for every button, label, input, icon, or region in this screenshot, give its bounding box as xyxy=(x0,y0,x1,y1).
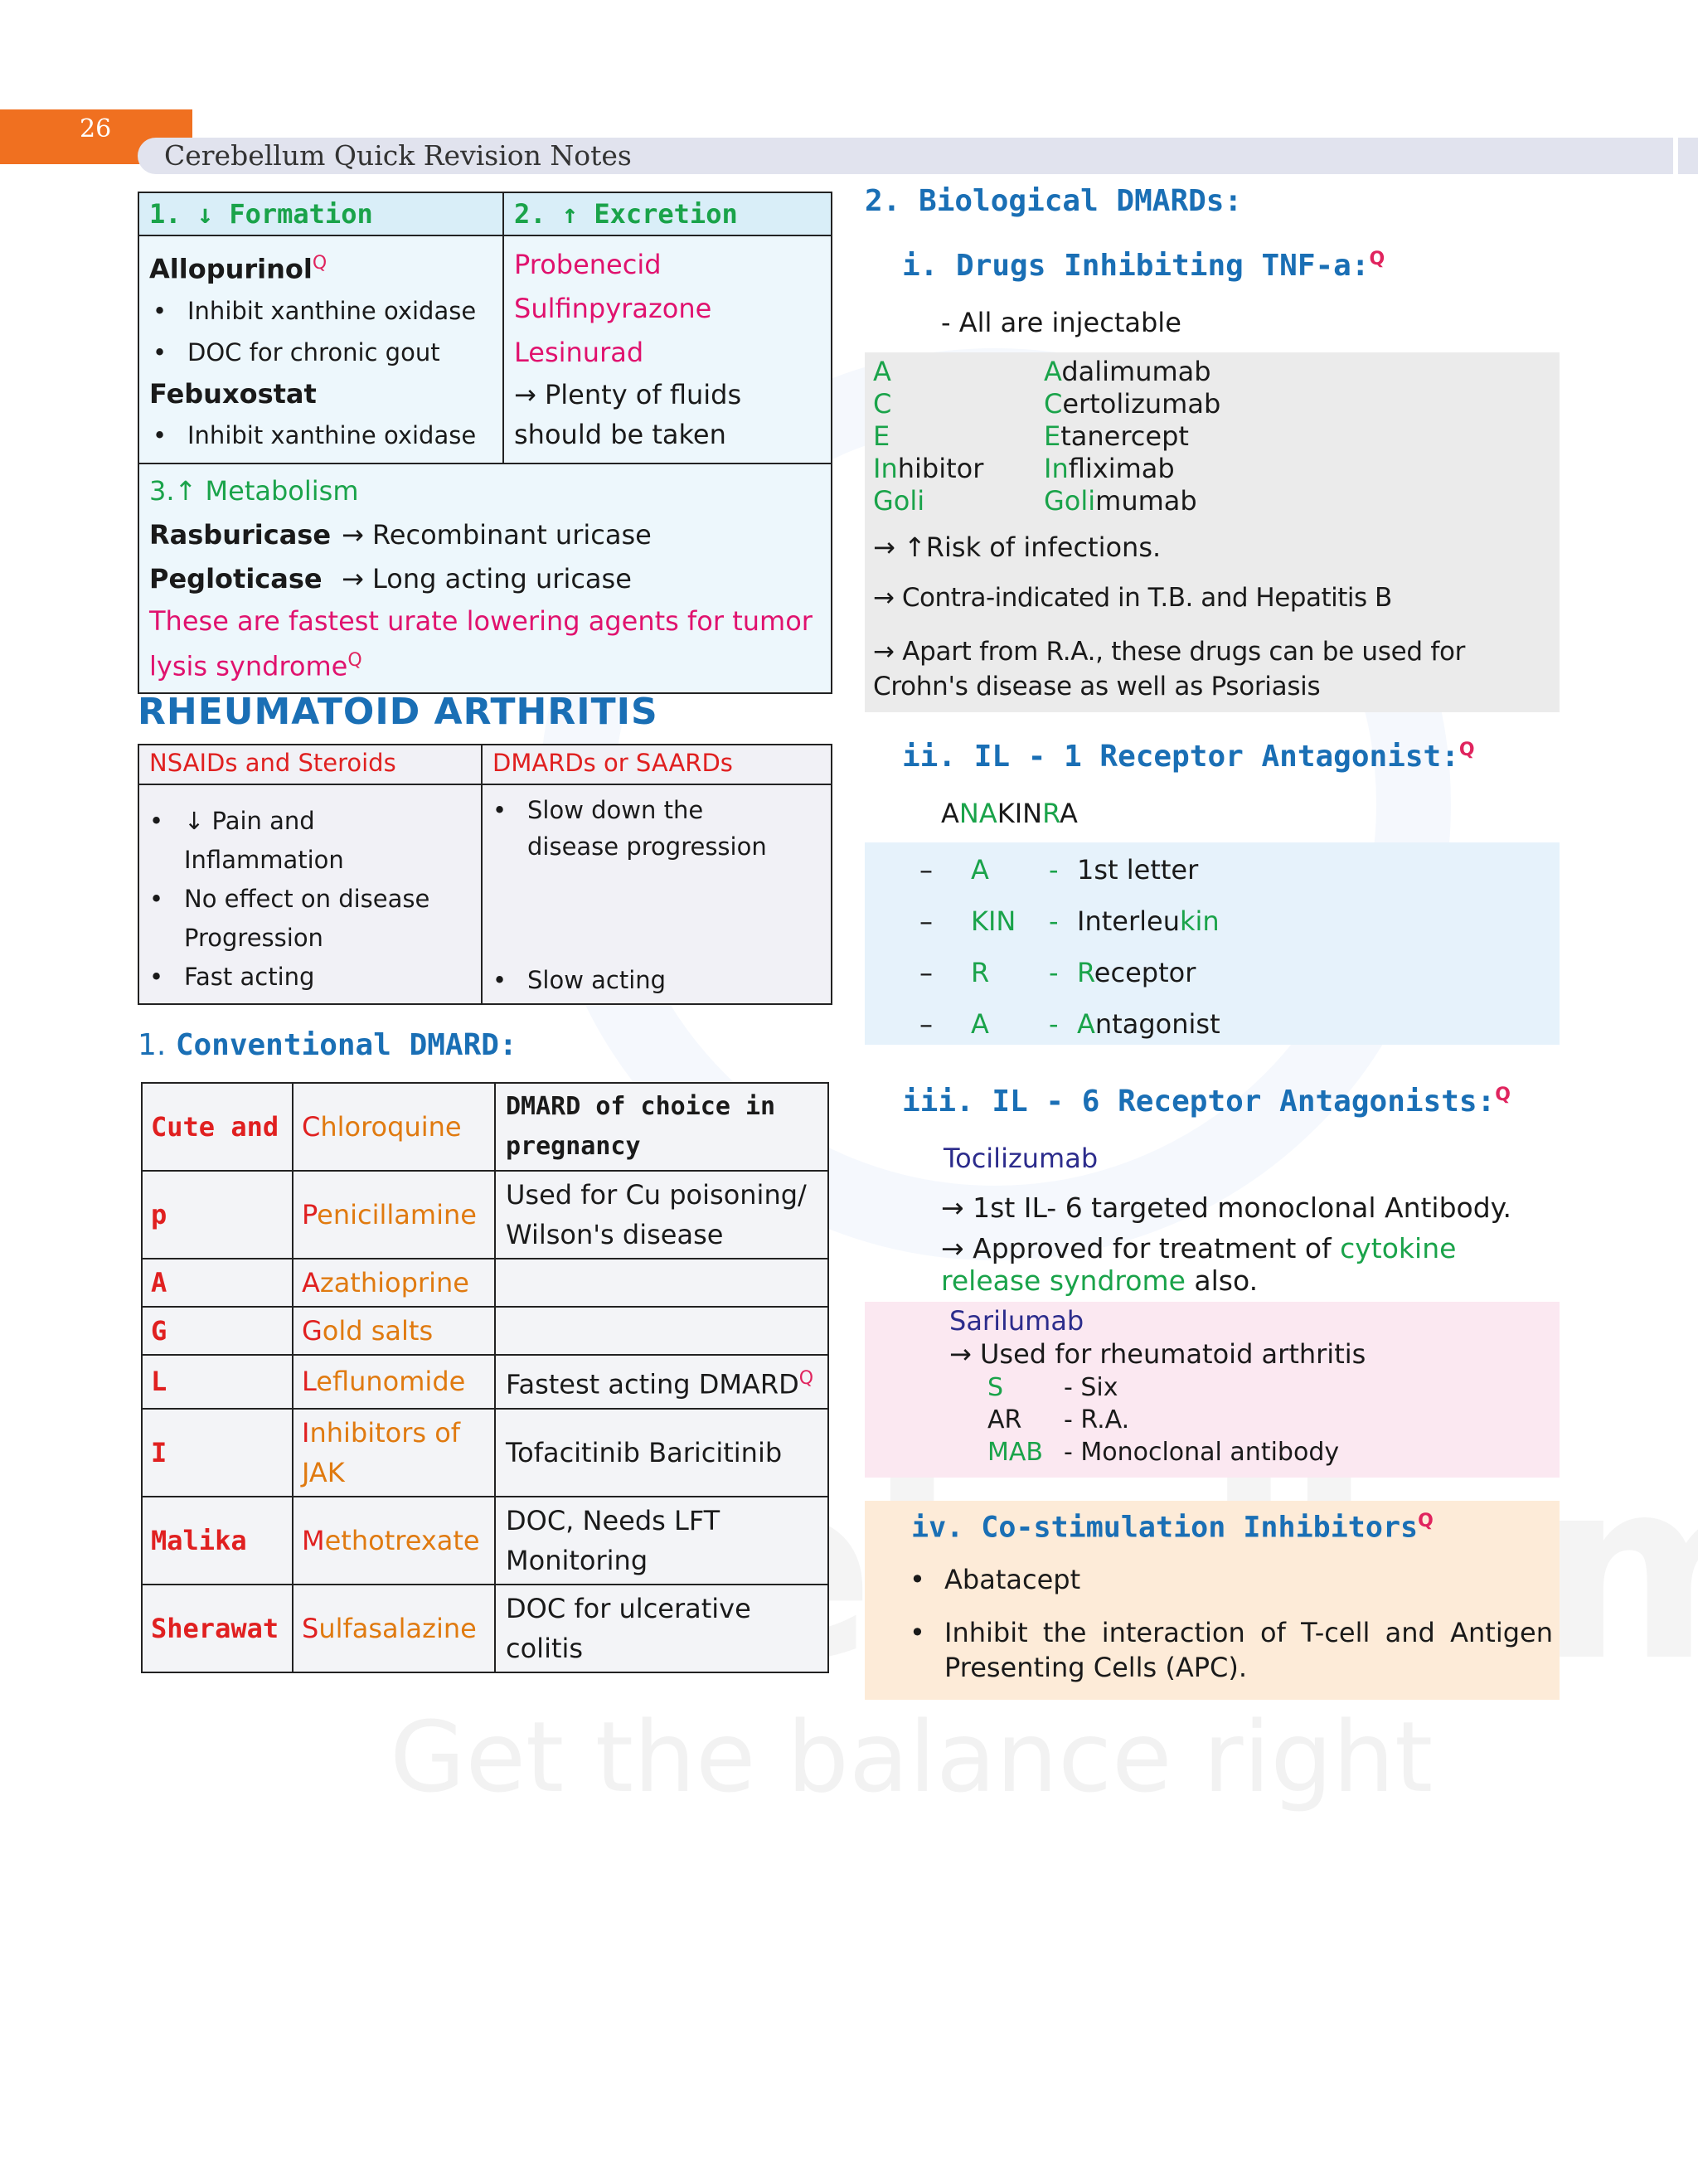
biological-heading: 2. Biological DMARDs: xyxy=(865,184,1243,218)
mnemonic-cell: Cute and xyxy=(142,1083,293,1171)
tnf-box xyxy=(865,352,1560,712)
tnf-row: A Adalimumab xyxy=(873,356,1211,387)
nsaids-cell xyxy=(138,784,482,1004)
nsaid-bullet-1: • ↓ Pain and Inflammation xyxy=(146,802,474,880)
dmard-bullet-2: • Slow acting xyxy=(489,962,666,998)
allopurinol: Allopurinol xyxy=(149,253,313,285)
drug-cell: Penicillamine xyxy=(293,1171,495,1259)
drug-cell: Methotrexate xyxy=(293,1497,495,1585)
question-icon: Q xyxy=(798,1368,814,1389)
il1-row: – KIN - Interleukin xyxy=(919,905,1220,937)
nsaid-bullet-3: • Fast acting xyxy=(146,958,474,997)
apart-note: → Apart from R.A., these drugs can be used for Crohn's disease as well as Psoriasis xyxy=(873,637,1466,701)
running-title: Cerebellum Quick Revision Notes xyxy=(164,139,632,172)
mnemonic-cell: G xyxy=(142,1307,293,1355)
febu-bullet-1: • Inhibit xanthine oxidase xyxy=(149,415,492,456)
allo-bullet-1: • Inhibit xanthine oxidase xyxy=(149,290,492,332)
tnf-heading: i. Drugs Inhibiting TNF-a:$^Q$ xyxy=(902,249,1385,283)
question-icon: Q xyxy=(1418,1511,1434,1531)
il1-row: – A - Antagonist xyxy=(919,1008,1220,1040)
sarilumab-row: S - Six xyxy=(987,1373,1118,1402)
drug-cell: Azathioprine xyxy=(293,1259,495,1307)
sarilumab-row: AR - R.A. xyxy=(987,1405,1130,1434)
mnemonic-cell: Sherawat xyxy=(142,1585,293,1672)
dmard-bullet-1: • Slow down the disease progression xyxy=(489,792,788,865)
il1-row: – R - Receptor xyxy=(919,957,1196,988)
costim-bullet-2: • Inhibit the interaction of T-cell and Antigen Presenting Cells (APC). xyxy=(906,1615,1553,1685)
mnemonic-cell: A xyxy=(142,1259,293,1307)
table-row xyxy=(142,1259,828,1307)
il6-heading: iii. IL - 6 Receptor Antagonists:$^Q$ xyxy=(902,1085,1511,1119)
drug-cell: Chloroquine xyxy=(293,1083,495,1171)
costim-box xyxy=(865,1501,1560,1700)
table-row xyxy=(142,1409,828,1497)
il1-row: – A - 1st letter xyxy=(919,854,1199,886)
fastest-agents-note: These are fastest urate lowering agents for tumor lysis syndrome xyxy=(149,604,813,682)
tnf-row: E Etanercept xyxy=(873,420,1189,452)
question-icon: Q xyxy=(1369,249,1385,269)
dmards-header: DMARDs or SAARDs xyxy=(482,745,832,784)
excretion-header: 2. ↑ Excretion xyxy=(503,192,832,235)
drug-cell: Sulfasalazine xyxy=(293,1585,495,1672)
formation-header: 1. ↓ Formation xyxy=(138,192,503,235)
question-icon: Q xyxy=(1458,740,1475,760)
tnf-row: C Certolizumab xyxy=(873,388,1221,420)
sulfinpyrazone: Sulfinpyrazone xyxy=(514,293,712,324)
allo-bullet-2: • DOC for chronic gout xyxy=(149,332,492,373)
table-row xyxy=(142,1083,828,1171)
injectable-note: - All are injectable xyxy=(941,307,1181,338)
drug-cell: Inhibitors of JAK xyxy=(293,1409,495,1497)
tnf-row: Goli Golimumab xyxy=(873,485,1197,517)
nsaids-header: NSAIDs and Steroids xyxy=(138,745,482,784)
sarilumab: Sarilumab xyxy=(949,1305,1084,1337)
note-cell: Fastest acting $DMARD^Q$ xyxy=(495,1355,828,1409)
il1-heading: ii. IL - 1 Receptor Antagonist:$^Q$ xyxy=(902,740,1475,774)
table-row xyxy=(142,1355,828,1409)
note-cell: Tofacitinib Baricitinib xyxy=(495,1409,828,1497)
mnemonic-cell: Malika xyxy=(142,1497,293,1585)
note-cell: DOC for ulcerative colitis xyxy=(495,1585,828,1672)
table-row xyxy=(142,1585,828,1672)
note-cell xyxy=(495,1307,828,1355)
question-icon: Q xyxy=(347,649,362,671)
table-row xyxy=(142,1307,828,1355)
question-icon: Q xyxy=(312,253,327,274)
header-bar-cap xyxy=(1678,138,1698,174)
costim-bullet-1: • Abatacept xyxy=(906,1564,1553,1595)
dmards-cell xyxy=(482,784,832,1004)
lesinurad: Lesinurad xyxy=(514,337,644,368)
ra-table xyxy=(138,744,832,1005)
febuxostat: Febuxostat xyxy=(149,377,317,410)
table-row xyxy=(142,1171,828,1259)
note-cell: Used for Cu poisoning/ Wilson's disease xyxy=(495,1171,828,1259)
il1-box xyxy=(865,842,1560,1045)
pegloticase-desc: → Long acting uricase xyxy=(342,562,632,595)
mnemonic-cell: I xyxy=(142,1409,293,1497)
page-number: 26 xyxy=(80,114,112,143)
tocilizumab: Tocilizumab xyxy=(944,1143,1099,1174)
anakinra: ANAKINRA xyxy=(941,798,1078,829)
drug-cell: Gold salts xyxy=(293,1307,495,1355)
excretion-cell xyxy=(503,235,832,463)
note-cell: DMARD of choice in pregnancy xyxy=(495,1083,828,1171)
risk-note: → ↑Risk of infections. xyxy=(873,531,1162,563)
tnf-row: Inhibitor Infliximab xyxy=(873,453,1175,484)
note-cell xyxy=(495,1259,828,1307)
metabolism-cell xyxy=(138,463,832,694)
mnemonic-cell: L xyxy=(142,1355,293,1409)
contra-note: → Contra-indicated in T.B. and Hepatitis B xyxy=(873,583,1392,613)
probenecid: Probenecid xyxy=(514,249,662,280)
gout-table xyxy=(138,192,832,694)
watermark-tagline: Get the balance right xyxy=(390,1700,1434,1814)
sarilumab-box xyxy=(865,1302,1560,1478)
pegloticase: Pegloticase xyxy=(149,562,323,595)
fluids-note: → Plenty of fluids should be taken xyxy=(514,379,742,450)
sarilumab-row: MAB - Monoclonal antibody xyxy=(987,1438,1340,1467)
mnemonic-cell: p xyxy=(142,1171,293,1259)
drug-cell: Leflunomide xyxy=(293,1355,495,1409)
nsaid-bullet-2: • No effect on disease Progression xyxy=(146,880,474,958)
note-cell: DOC, Needs LFT Monitoring xyxy=(495,1497,828,1585)
costim-heading: iv. Co-stimulation Inhibitors$^Q$ xyxy=(911,1511,1434,1545)
toci-point-2: → Approved for treatment of cytokine release syndrome also. xyxy=(941,1232,1457,1297)
question-icon: Q xyxy=(1495,1085,1511,1105)
rasburicase-desc: → Recombinant uricase xyxy=(342,518,652,551)
conventional-heading: 1. Conventional DMARD: xyxy=(138,1028,517,1062)
toci-point-1: → 1st IL- 6 targeted monoclonal Antibody. xyxy=(941,1191,1511,1224)
ra-title: RHEUMATOID ARTHRITIS xyxy=(138,691,658,733)
sari-point-1: → Used for rheumatoid arthritis xyxy=(949,1338,1366,1370)
table-row xyxy=(142,1497,828,1585)
metabolism-header: 3.↑ Metabolism xyxy=(149,474,359,507)
formation-cell xyxy=(138,235,503,463)
conventional-dmard-table xyxy=(141,1082,829,1673)
rasburicase: Rasburicase xyxy=(149,518,332,551)
